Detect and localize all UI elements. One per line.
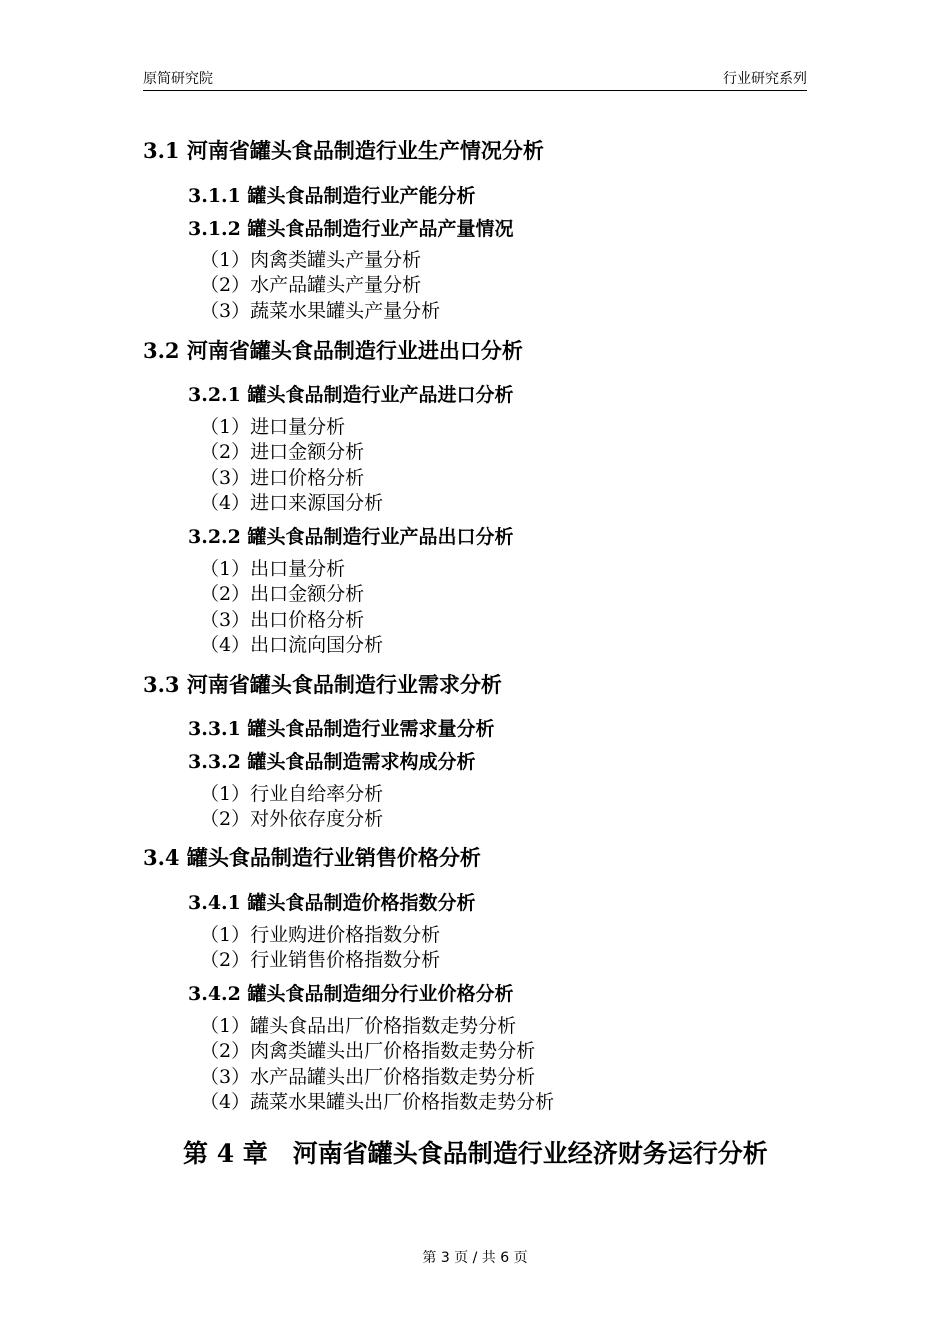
section-heading: 3.2 河南省罐头食品制造行业进出口分析 <box>143 338 523 363</box>
page-number: 第 3 页 / 共 6 页 <box>422 1250 528 1266</box>
list-item: （1）肉禽类罐头产量分析 <box>200 249 422 271</box>
subsection-heading: 3.2.2 罐头食品制造行业产品出口分析 <box>188 526 514 548</box>
subsection-heading: 3.1.2 罐头食品制造行业产品产量情况 <box>188 218 514 240</box>
chapter-heading: 第 4 章 河南省罐头食品制造行业经济财务运行分析 <box>183 1139 768 1168</box>
header-right: 行业研究系列 <box>723 71 807 87</box>
subsection-heading: 3.3.1 罐头食品制造行业需求量分析 <box>188 718 495 740</box>
list-item: （1）行业购进价格指数分析 <box>200 924 441 946</box>
subsection-heading: 3.4.2 罐头食品制造细分行业价格分析 <box>188 983 514 1005</box>
list-item: （1）进口量分析 <box>200 416 346 438</box>
list-item: （3）水产品罐头出厂价格指数走势分析 <box>200 1066 536 1088</box>
list-item: （3）蔬菜水果罐头产量分析 <box>200 300 441 322</box>
section-heading: 3.4 罐头食品制造行业销售价格分析 <box>143 845 481 870</box>
list-item: （4）进口来源国分析 <box>200 492 384 514</box>
list-item: （1）罐头食品出厂价格指数走势分析 <box>200 1015 517 1037</box>
list-item: （2）肉禽类罐头出厂价格指数走势分析 <box>200 1040 536 1062</box>
list-item: （2）行业销售价格指数分析 <box>200 949 441 971</box>
list-item: （1）出口量分析 <box>200 558 346 580</box>
subsection-heading: 3.1.1 罐头食品制造行业产能分析 <box>188 185 476 207</box>
list-item: （2）进口金额分析 <box>200 441 365 463</box>
subsection-heading: 3.4.1 罐头食品制造价格指数分析 <box>188 892 476 914</box>
list-item: （3）进口价格分析 <box>200 467 365 489</box>
subsection-heading: 3.2.1 罐头食品制造行业产品进口分析 <box>188 384 514 406</box>
list-item: （2）出口金额分析 <box>200 583 365 605</box>
list-item: （2）对外依存度分析 <box>200 808 384 830</box>
header-left: 原简研究院 <box>143 71 213 87</box>
list-item: （3）出口价格分析 <box>200 609 365 631</box>
section-heading: 3.3 河南省罐头食品制造行业需求分析 <box>143 672 502 697</box>
list-item: （4）出口流向国分析 <box>200 634 384 656</box>
list-item: （4）蔬菜水果罐头出厂价格指数走势分析 <box>200 1091 555 1113</box>
section-heading: 3.1 河南省罐头食品制造行业生产情况分析 <box>143 138 544 163</box>
list-item: （2）水产品罐头产量分析 <box>200 274 422 296</box>
list-item: （1）行业自给率分析 <box>200 783 384 805</box>
subsection-heading: 3.3.2 罐头食品制造需求构成分析 <box>188 751 476 773</box>
